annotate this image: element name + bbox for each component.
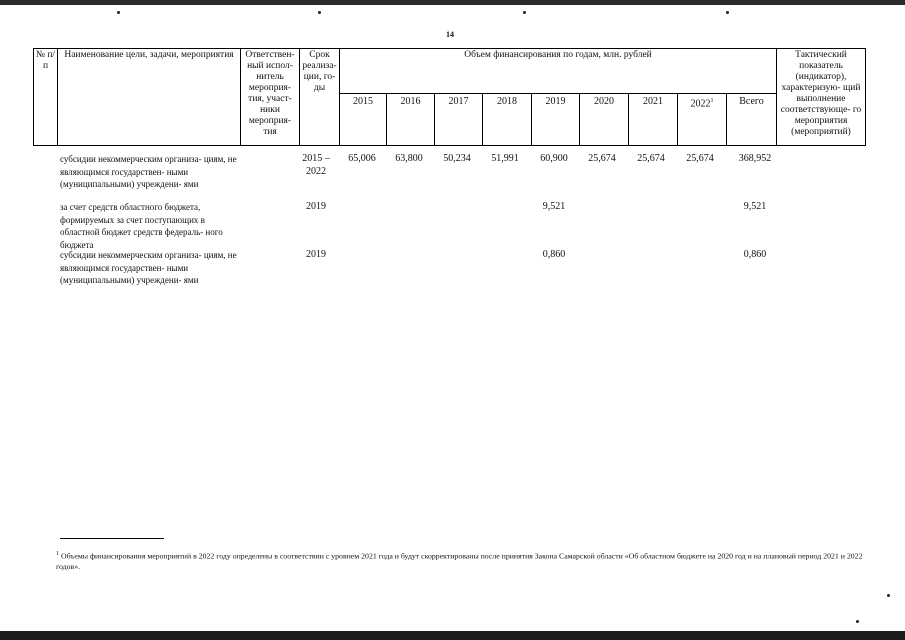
row-value: 51,991 (491, 153, 519, 164)
row-value: 0,860 (542, 249, 566, 260)
row-term: 2019 (306, 201, 326, 212)
row-value: 60,900 (540, 153, 568, 164)
header-number: № п/п (34, 49, 58, 146)
row-value: 63,800 (395, 153, 423, 164)
header-responsible: Ответствен- ный испол- нитель мероприя- тия, участ- ники мероприя- тия (241, 49, 300, 146)
row-value: 65,006 (348, 153, 376, 164)
scan-bottom-border (0, 631, 905, 640)
footnote-marker: 1 (56, 551, 59, 557)
header-indicator: Тактический показатель (индикатор), характеризую- щий выполнение соответствующе- го мероприятия (мероприятий) (777, 49, 866, 146)
row-value: 9,521 (743, 201, 767, 212)
row-value: 25,674 (686, 153, 714, 164)
row-term: 2019 (306, 249, 326, 260)
row-name: субсидии некоммерческим организа- циям, не являющимся государствен- ными (муниципальными) учреждени- ями (60, 250, 237, 285)
row-value: 25,674 (637, 153, 665, 164)
header-term: Срок реализа- ции, го- ды (300, 49, 340, 146)
header-year: 2018 (483, 94, 532, 146)
page-number: 14 (446, 30, 454, 39)
row-value: 25,674 (588, 153, 616, 164)
row-term: 2015 – 2022 (302, 153, 330, 177)
header-total: Всего (727, 94, 777, 146)
footnote (56, 549, 871, 572)
funding-table-header (33, 48, 866, 146)
row-name: субсидии некоммерческим организа- циям, не являющимся государствен- ными (муниципальными) учреждени- ями (60, 154, 237, 189)
header-year: 2022$^1$ (678, 94, 727, 146)
scan-speck (856, 620, 859, 623)
header-year: 2021 (629, 94, 678, 146)
row-value: 0,860 (743, 249, 767, 260)
footnote-separator (60, 538, 164, 539)
scan-speck (726, 11, 729, 14)
scan-speck (523, 11, 526, 14)
row-value: 368,952 (738, 153, 772, 164)
header-name: Наименование цели, задачи, мероприятия (58, 49, 241, 146)
header-year: 2016 (387, 94, 435, 146)
row-name: за счет средств областного бюджета, формируемых за счет поступающих в областной бюджет средств федераль- ного бюджета (60, 202, 223, 250)
scan-speck (117, 11, 120, 14)
header-year: 2017 (435, 94, 483, 146)
header-year: 2015 (340, 94, 387, 146)
header-year: 2019 (532, 94, 580, 146)
scan-speck (887, 594, 890, 597)
row-value: 9,521 (542, 201, 566, 212)
header-funding: Объем финансирования по годам, млн. рублей (340, 49, 777, 94)
scan-speck (318, 11, 321, 14)
header-year: 2020 (580, 94, 629, 146)
scan-top-border (0, 0, 905, 5)
footnote-text: Объемы финансирования мероприятий в 2022 году определены в соответствии с уровнем 2021 года и будут скорректированы после принятия Закона Самарской области «Об областном бюджете на 2020 год и на плановый период 2021 и 2022 годов». (56, 551, 863, 571)
row-value: 50,234 (443, 153, 471, 164)
